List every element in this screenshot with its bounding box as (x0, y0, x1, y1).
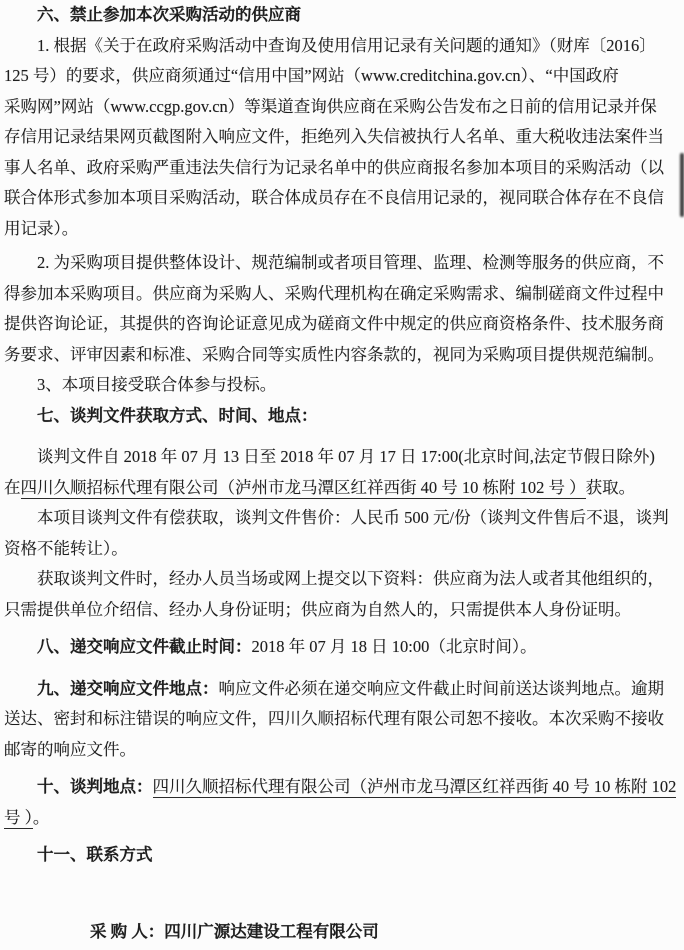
text-line (4, 674, 680, 705)
text-line: 提供咨询论证，其提供的咨询论证意见成为磋商文件中规定的供应商资格条件、技术服务商 (4, 314, 664, 333)
purchaser-value: 四川广源达建设工程有限公司 (164, 921, 379, 941)
text-line: 得参加本采购项目。供应商为采购人、采购代理机构在确定采购需求、编制磋商文件过程中 (4, 283, 664, 303)
section9-para (4, 674, 680, 766)
text-line: 2. 为采购项目提供整体设计、规范编制或者项目管理、监理、检测等服务的供应商，不 (37, 253, 664, 272)
section10-label: 十、谈判地点： (37, 777, 153, 796)
section6-para1 (4, 31, 680, 245)
section7-obtain-para (4, 442, 680, 503)
section8-label: 八、递交响应文件截止时间： (37, 637, 252, 656)
text-line: 务要求、评审因素和标准、采购合同等实质性内容条款的，视同为采购项目提供规范编制。 (4, 344, 664, 364)
purchaser-line (4, 917, 680, 948)
section10-address-underlined: 四川久顺招标代理有限公司（泸州市龙马潭区红祥西街 40 号 10 栋附 102 (152, 777, 677, 796)
section8-deadline-value: 2018 年 07 月 18 日 10:00（北京时间）。 (251, 637, 537, 656)
text-line (4, 803, 680, 834)
text-line: 125 号）的要求，供应商须通过“信用中国”网站（www.creditchina.gov.cn）、“中国政府 (4, 66, 619, 85)
section6-para2 (4, 248, 680, 370)
purchaser-label: 采 购 人： (90, 921, 165, 941)
section6-para3: 3、本项目接受联合体参与投标。 (37, 375, 277, 394)
text-line (4, 473, 680, 504)
section6-heading: 六、禁止参加本次采购活动的供应商 (37, 5, 301, 24)
text-line: 获取谈判文件时，经办人员当场或网上提交以下资料：供应商为法人或者其他组织的， (37, 569, 664, 588)
text-line: 邮寄的响应文件。 (4, 739, 136, 759)
text-line: 谈判文件自 2018 年 07 月 13 日至 2018 年 07 月 17 日 17:00(北京时间,法定节假日除外) (37, 447, 655, 466)
text-line: 存信用记录结果网页截图附入响应文件，拒绝列入失信被执行人名单、重大税收违法案件当 (4, 127, 664, 146)
obtain-location-prefix: 在 (4, 477, 21, 497)
obtain-location-underlined: 四川久顺招标代理有限公司（泸州市龙马潭区红祥西街 40 号 10 栋附 102 号 ） (20, 477, 586, 497)
section10-para (4, 772, 680, 833)
text-line: 送达、密封和标注错误的响应文件，四川久顺招标代理有限公司恕不接收。本次采购不接收 (4, 709, 664, 728)
section7-heading: 七、谈判文件获取方式、时间、地点： (37, 405, 318, 425)
section7-price-para (4, 503, 680, 564)
text-line: 联合体形式参加本项目采购活动，联合体成员存在不良信用记录的，视同联合体存在不良信 (4, 188, 664, 207)
section11-heading: 十一、联系方式 (37, 845, 153, 864)
text-line (4, 772, 680, 803)
section9-label: 九、递交响应文件地点： (37, 678, 219, 698)
section9-text: 响应文件必须在递交响应文件截止时间前送达谈判地点。逾期 (218, 678, 664, 698)
section10-period: 。 (32, 807, 50, 827)
text-line: 1. 根据《关于在政府采购活动中查询及使用信用记录有关问题的通知》（财库〔2016〕 (37, 35, 656, 55)
section10-address-underlined-cont: 号 ） (4, 807, 33, 827)
text-line: 采购网”网站（www.ccgp.gov.cn）等渠道查询供应商在采购公告发布之日前的信用记录并保 (4, 96, 657, 116)
section7-materials-para (4, 564, 680, 625)
scan-smudge-mark (680, 153, 684, 217)
obtain-location-suffix: 获取。 (585, 477, 636, 497)
text-line: 事人名单、政府采购严重违法失信行为记录名单中的供应商报名参加本项目的采购活动（以 (4, 157, 664, 177)
text-line: 资格不能转让）。 (4, 538, 128, 558)
text-line: 用记录）。 (4, 218, 79, 238)
text-line: 只需提供单位介绍信、经办人身份证明；供应商为自然人的，只需提供本人身份证明。 (4, 599, 631, 619)
text-line: 本项目谈判文件有偿获取，谈判文件售价：人民币 500 元/份（谈判文件售后不退，谈判 (37, 508, 669, 527)
section8-heading (4, 632, 680, 663)
